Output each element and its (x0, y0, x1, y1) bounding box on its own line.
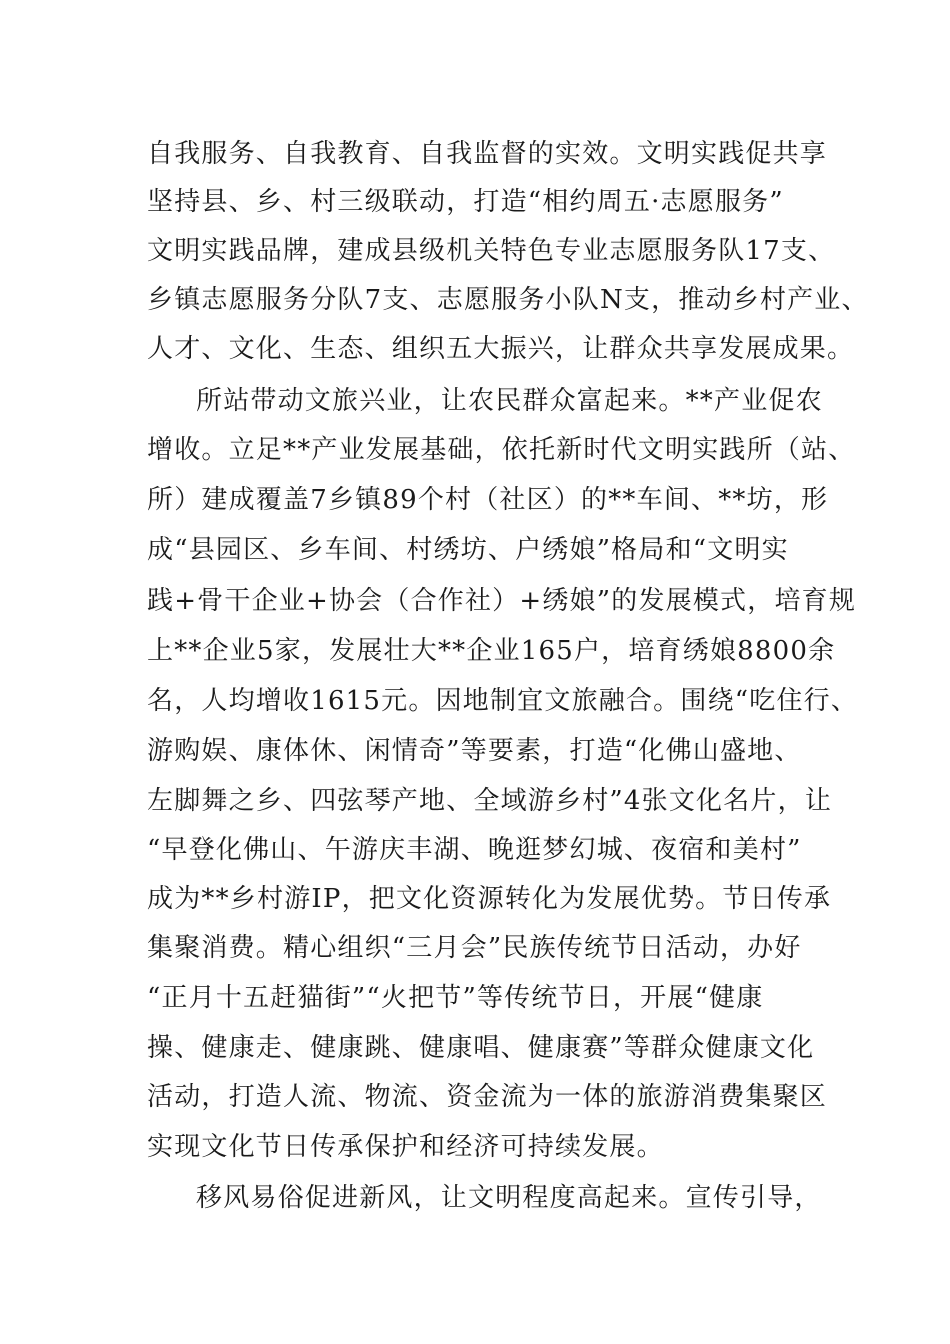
text-line-17: 集聚消费。精心组织“三月会”民族传统节日活动，办好 (147, 933, 802, 963)
text-line-3: 文明实践品牌，建成县级机关特色专业志愿服务队17支、 (147, 236, 836, 266)
text-line-5: 人才、文化、生态、组织五大振兴，让群众共享发展成果。 (147, 334, 855, 364)
text-line-10: 践+骨干企业+协会（合作社）+绣娘”的发展模式，培育规 (147, 586, 857, 616)
text-line-20: 活动，打造人流、物流、资金流为一体的旅游消费集聚区 (147, 1082, 828, 1112)
paragraph-start-line: 移风易俗促进新风，让文明程度高起来。宣传引导， (196, 1183, 822, 1213)
text-line-1: 自我服务、自我教育、自我监督的实效。文明实践促共享 (147, 139, 828, 169)
text-line-16: 成为**乡村游IP，把文化资源转化为发展优势。节日传承 (147, 884, 832, 914)
text-line-9: 成“县园区、乡车间、村绣坊、户绣娘”格局和“文明实 (147, 535, 789, 565)
text-line-21: 实现文化节日传承保护和经济可持续发展。 (147, 1132, 664, 1162)
text-line-15: “早登化佛山、午游庆丰湖、晚逛梦幻城、夜宿和美村” (147, 835, 802, 865)
text-line-2: 坚持县、乡、村三级联动，打造“相约周五·志愿服务” (147, 187, 784, 217)
text-line-14: 左脚舞之乡、四弦琴产地、全域游乡村”4张文化名片，让 (147, 786, 833, 816)
text-line-8: 所）建成覆盖7乡镇89个村（社区）的**车间、**坊，形 (147, 485, 829, 515)
text-line-19: 操、健康走、健康跳、健康唱、健康赛”等群众健康文化 (147, 1033, 815, 1063)
text-line-13: 游购娱、康体休、闲情奇”等要素，打造“化佛山盛地、 (147, 736, 802, 766)
text-line-11: 上**企业5家，发展壮大**企业165户，培育绣娘8800余 (147, 636, 836, 666)
paragraph-start-line: 所站带动文旅兴业，让农民群众富起来。**产业促农 (196, 386, 823, 416)
text-line-7: 增收。立足**产业发展基础，依托新时代文明实践所（站、 (147, 435, 856, 465)
text-line-12: 名，人均增收1615元。因地制宜文旅融合。围绕“吃住行、 (147, 686, 859, 716)
text-line-18: “正月十五赶猫街”“火把节”等传统节日，开展“健康 (147, 983, 764, 1013)
text-line-4: 乡镇志愿服务分队7支、志愿服务小队N支，推动乡村产业、 (147, 285, 869, 315)
